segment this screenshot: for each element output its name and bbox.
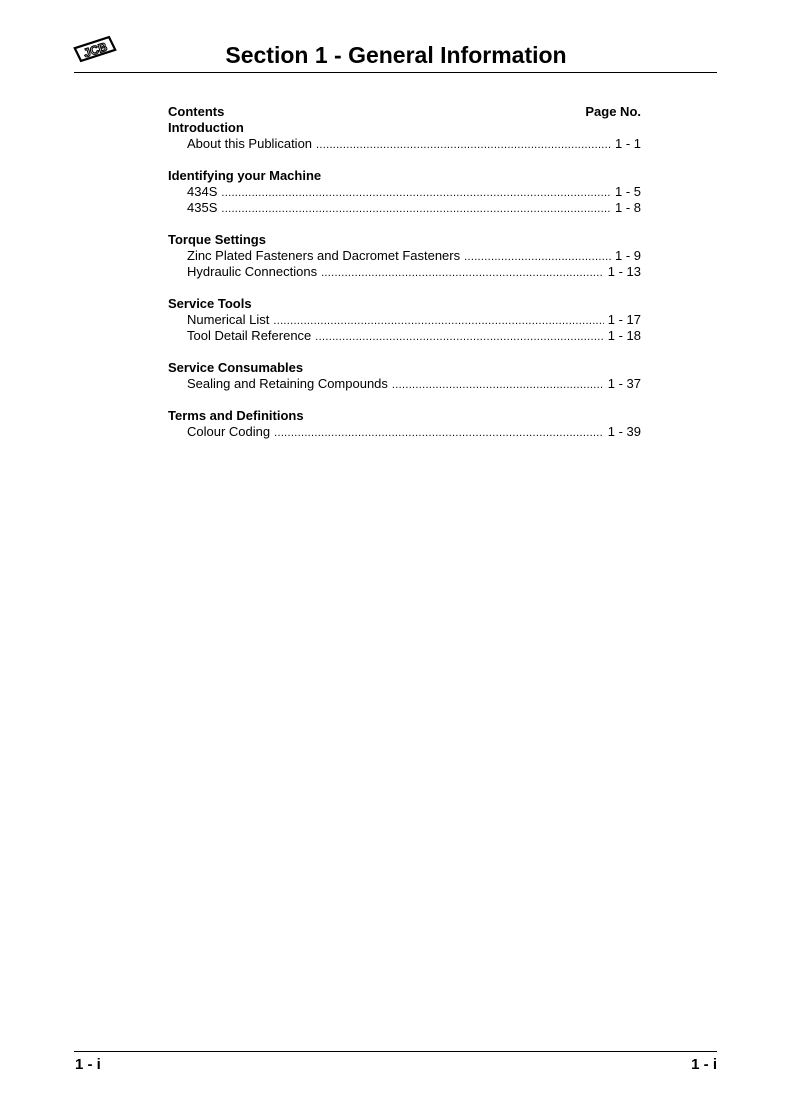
- toc-entry[interactable]: [168, 328, 641, 344]
- entry-label: Numerical List: [187, 312, 270, 327]
- section-title: Service Consumables: [168, 360, 304, 375]
- entry-page: 1 - 18: [607, 328, 641, 343]
- header-rule: [74, 72, 717, 73]
- entry-page: 1 - 39: [607, 424, 641, 439]
- toc-header: [168, 104, 641, 120]
- toc-section-service-consumables: [168, 360, 641, 392]
- dot-leader: [221, 185, 611, 201]
- dot-leader: [274, 425, 604, 441]
- page-title: Section 1 - General Information: [225, 42, 567, 68]
- entry-label: About this Publication: [187, 136, 313, 151]
- section-title: Terms and Definitions: [168, 408, 304, 423]
- dot-leader: [221, 201, 611, 217]
- dot-leader: [316, 137, 611, 153]
- toc-section-introduction: [168, 120, 641, 152]
- table-of-contents: [168, 104, 641, 440]
- entry-label: Tool Detail Reference: [187, 328, 312, 343]
- toc-entry[interactable]: [168, 248, 641, 264]
- toc-section-torque-settings: [168, 232, 641, 280]
- entry-page: 1 - 9: [614, 248, 641, 263]
- entry-page: 1 - 5: [614, 184, 641, 199]
- page-number-left: 1 - i: [75, 1056, 101, 1073]
- contents-label: Contents: [168, 104, 225, 119]
- section-title: Service Tools: [168, 296, 252, 311]
- entry-label: Colour Coding: [187, 424, 271, 439]
- dot-leader: [315, 329, 603, 345]
- section-title: Introduction: [168, 120, 244, 135]
- toc-entry[interactable]: [168, 200, 641, 216]
- section-title: Identifying your Machine: [168, 168, 322, 183]
- entry-page: 1 - 8: [614, 200, 641, 215]
- entry-page: 1 - 17: [607, 312, 641, 327]
- entry-label: Sealing and Retaining Compounds: [187, 376, 388, 391]
- entry-label: 434S: [187, 184, 218, 199]
- entry-label: 435S: [187, 200, 218, 215]
- toc-entry[interactable]: [168, 376, 641, 392]
- footer-rule: [74, 1051, 717, 1052]
- toc-entry[interactable]: [168, 136, 641, 152]
- toc-section-terms-definitions: [168, 408, 641, 440]
- toc-section-identifying-machine: [168, 168, 641, 216]
- toc-entry[interactable]: [168, 184, 641, 200]
- toc-entry[interactable]: [168, 424, 641, 440]
- dot-leader: [273, 313, 603, 329]
- svg-text:JCB: JCB: [81, 39, 109, 61]
- entry-label: Zinc Plated Fasteners and Dacromet Fasteners: [187, 248, 461, 263]
- page-number-right: 1 - i: [691, 1056, 717, 1073]
- entry-page: 1 - 13: [607, 264, 641, 279]
- dot-leader: [321, 265, 604, 281]
- entry-page: 1 - 1: [614, 136, 641, 151]
- section-title: Torque Settings: [168, 232, 266, 247]
- toc-section-service-tools: [168, 296, 641, 344]
- toc-entry[interactable]: [168, 312, 641, 328]
- dot-leader: [464, 249, 611, 265]
- entry-page: 1 - 37: [607, 376, 641, 391]
- toc-entry[interactable]: [168, 264, 641, 280]
- entry-label: Hydraulic Connections: [187, 264, 318, 279]
- page-no-label: Page No.: [585, 104, 641, 119]
- dot-leader: [392, 377, 604, 393]
- jcb-logo: [72, 32, 118, 66]
